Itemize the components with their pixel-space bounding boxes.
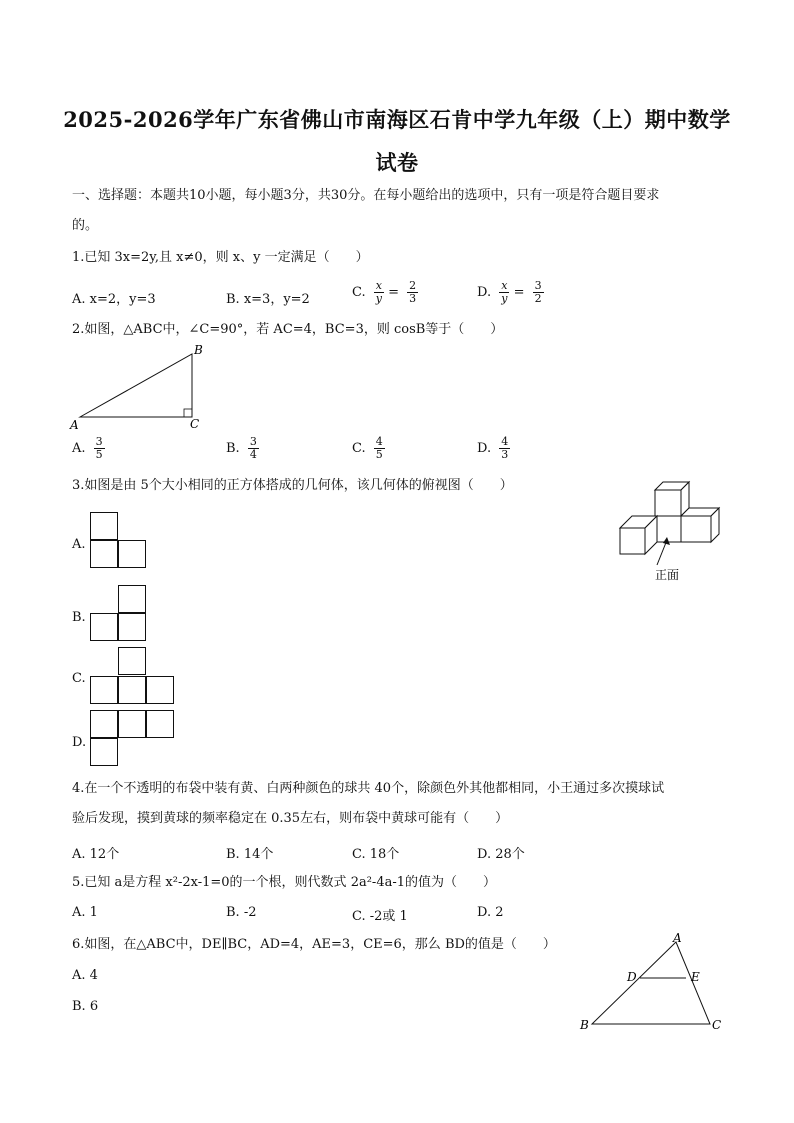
q2-d-num: 4 (501, 435, 509, 448)
q5-stem: 5.已知 a是方程 x²-2x-1=0的一个根，则代数式 2a²-4a-1的值为（ ） (72, 875, 496, 890)
q2-c-num: 4 (375, 435, 383, 448)
q1-d-equals: = (513, 285, 525, 300)
q2-a-num: 3 (95, 435, 103, 448)
label-a-q6: A (673, 931, 682, 945)
q1-stem: 1.已知 3x=2y,且 x≠0，则 x、y 一定满足（ ） (72, 250, 369, 265)
q2-option-d (477, 436, 510, 461)
q3-option-d-label: D. (72, 735, 87, 750)
q1-d-rden: 2 (534, 292, 542, 305)
cube-stack (620, 482, 719, 554)
q1-d-rnum: 3 (534, 279, 542, 292)
q1-c-equals: = (388, 285, 400, 300)
page-title-line2: 试卷 (375, 150, 419, 175)
q2-option-b (226, 436, 259, 461)
right-angle-mark (184, 409, 192, 417)
q5-option-d: D. 2 (477, 905, 504, 920)
section-header-cont: 的。 (72, 218, 99, 233)
q1-c-denominator: y (375, 292, 382, 305)
label-c-q6: C (712, 1018, 722, 1032)
q3-option-c-label: C. (72, 671, 86, 686)
q3-a-cell (118, 540, 146, 568)
q3-cube-figure (615, 475, 725, 585)
q4-stem-line2: 验后发现，摸到黄球的频率稳定在 0.35左右，则布袋中黄球可能有（ ） (72, 811, 509, 826)
q2-b-den: 4 (249, 448, 257, 461)
q3-option-b-label: B. (72, 610, 86, 625)
q3-option-c-grid (90, 647, 180, 707)
section-header: 一、选择题：本题共10小题，每小题3分，共30分。在每小题给出的选项中，只有一项是符合题目要求 (72, 188, 660, 203)
q3-option-b-grid (90, 585, 150, 645)
q2-option-d-label: D. (477, 441, 492, 456)
q2-option-a-label: A. (72, 441, 86, 456)
q5-option-a: A. 1 (72, 905, 98, 920)
q2-option-a (72, 436, 105, 461)
q3-option-d-grid (90, 710, 180, 770)
label-e-q6: E (691, 970, 700, 984)
q2-d-den: 3 (501, 448, 509, 461)
label-c: C (190, 417, 200, 431)
q2-stem: 2.如图，△ABC中，∠C=90°，若 AC=4，BC=3，则 cosB等于（ ） (72, 322, 504, 337)
q2-option-c (352, 436, 385, 461)
triangle-abc (80, 354, 192, 417)
q6-option-b: B. 6 (72, 999, 99, 1014)
q4-option-d: D. 28个 (477, 847, 525, 862)
q2-triangle-figure (68, 342, 218, 432)
label-b: B (194, 343, 203, 357)
q1-option-d-label: D. (477, 285, 492, 300)
label-b-q6: B (580, 1018, 589, 1032)
front-arrow (657, 540, 667, 565)
q3-option-a-label: A. (72, 537, 86, 552)
q1-option-c (352, 280, 418, 305)
q1-option-c-label: C. (352, 285, 366, 300)
front-label: 正面 (655, 568, 680, 582)
q3-stem: 3.如图是由 5个大小相同的正方体搭成的几何体，该几何体的俯视图（ ） (72, 478, 513, 493)
q2-option-c-label: C. (352, 441, 366, 456)
label-a: A (70, 418, 79, 432)
q4-option-b: B. 14个 (226, 847, 274, 862)
q2-a-den: 5 (95, 448, 103, 461)
q6-option-a: A. 4 (72, 968, 98, 983)
q6-triangle-figure (570, 930, 730, 1035)
q5-option-c: C. -2或 1 (352, 909, 408, 924)
q1-c-numerator: x (375, 279, 382, 292)
q1-c-rnum: 2 (409, 279, 417, 292)
q1-c-rden: 3 (409, 292, 417, 305)
q1-option-b: B. x=3，y=2 (226, 292, 310, 307)
q4-option-c: C. 18个 (352, 847, 400, 862)
q1-d-denominator: y (501, 292, 508, 305)
q2-option-b-label: B. (226, 441, 240, 456)
q2-b-num: 3 (249, 435, 257, 448)
q1-d-numerator: x (501, 279, 508, 292)
page-title: 2025-2026学年广东省佛山市南海区石肯中学九年级（上）期中数学 (63, 107, 731, 132)
q4-option-a: A. 12个 (72, 847, 120, 862)
q1-option-a: A. x=2，y=3 (72, 292, 156, 307)
label-d-q6: D (627, 970, 637, 984)
q2-c-den: 5 (375, 448, 383, 461)
q5-option-b: B. -2 (226, 905, 257, 920)
q6-stem: 6.如图，在△ABC中，DE∥BC，AD=4，AE=3，CE=6，那么 BD的值是（ ） (72, 937, 556, 952)
q4-stem-line1: 4.在一个不透明的布袋中装有黄、白两种颜色的球共 40个，除颜色外其他都相同，小王通过多次摸球试 (72, 781, 665, 796)
q1-option-d (477, 280, 544, 305)
